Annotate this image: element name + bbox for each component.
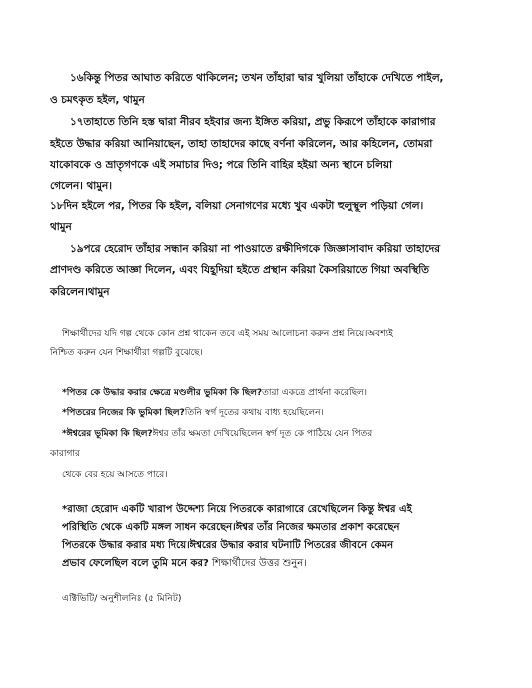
summary-line-4 [62, 556, 307, 573]
story-verse-18-line-2: থামুন [50, 221, 72, 233]
question-peter-role-label: *পিতরের নিজের কি ভুমিকা ছিল? [62, 408, 185, 418]
story-verse-17-line-3: যাকোবকে ও ভ্রাতৃগণকে এই সমাচার দিও; পরে তিনি বাহির হইয়া অন্য স্থানে চলিয়া [50, 159, 393, 171]
question-god-role [62, 426, 372, 441]
question-peter-role-answer: তিনি স্বর্গ দূতের কথায় বাধ্য হয়েছিলেন। [184, 408, 324, 418]
summary-instruction: শিক্ষার্থীদের উত্তর শুনুন। [208, 558, 307, 569]
story-verse-18-line-1: ১৮দিন হইলে পর, পিতর কি হইল, বলিয়া সেনাগণের মধ্যে খুব একটা হুলুস্থূল পড়িয়া গেল। [50, 200, 424, 212]
activity-label: এক্টিভিটি/ অনুশীলনিঃ (৫ মিনিট) [62, 593, 182, 604]
story-verse-17-line-1: ১৭তাহাতে তিনি হস্ত দ্বারা নীরব হইবার জন্য ইঙ্গিত করিয়া, প্রভু কিরূপে তাঁহাকে কারাগার [70, 116, 436, 128]
question-god-role-answer: ঈশ্বর তাঁর ক্ষমতা দেখিয়েছিলেন স্বর্গ দূত কে পাঠিয়ে যেন পিতর [152, 429, 373, 439]
story-verse-19-line-2: প্রাণদণ্ড করিতে আজ্ঞা দিলেন, এবং যিহূদিয়া হইতে প্রস্থান করিয়া কৈসরিয়াতে গিয়া অবস্থিতি [50, 264, 429, 276]
summary-question: প্রভাব ফেলেছিল বলে তুমি মনে কর? [62, 558, 209, 569]
question-god-role-line-3: থেকে বের হয়ে আসতে পারে। [62, 470, 168, 480]
summary-line-1: *রাজা হেরোদ একটি খারাপ উদ্দেশ্য নিয়ে পিতরকে কারাগারে রেখেছিলেন কিন্তু ঈশ্বর এই [62, 504, 412, 515]
question-church-role-label: *পিতর কে উদ্ধার করার ক্ষেত্রে মণ্ডলীর ভুমিকা কি ছিল? [62, 388, 263, 398]
story-verse-16-line-1: ১৬কিন্তু পিতর আঘাত করিতে থাকিলেন; তখন তাঁহারা দ্বার খুলিয়া তাঁহাকে দেখিতে পাইল, [70, 72, 444, 84]
story-verse-17-line-4: গেলেন। থামুন। [50, 180, 112, 192]
summary-line-2: পরিস্থিতি থেকে একটি মঙ্গল সাধন করেছেন।ঈশ্বর তাঁর নিজের ক্ষমতার প্রকাশ করেছেন [62, 522, 400, 533]
instruction-line-2: নিশ্চিত করুন যেন শিক্ষার্থীরা গল্পটি বুঝেছে। [50, 348, 203, 358]
question-peter-role [62, 405, 324, 420]
question-church-role-answer: তারা একত্রে প্রার্থনা করেছিল। [262, 388, 367, 398]
story-verse-16-line-2: ও চমৎকৃত হইল, থামুন [50, 94, 145, 106]
story-verse-17-line-2: হইতে উদ্ধার করিয়া আনিয়াছেন, তাহা তাহাদের কাছে বর্ণনা করিলেন, আর কহিলেন, তোমরা [50, 138, 433, 150]
question-god-role-line-2: কারাগার [50, 449, 80, 459]
question-god-role-label: *ঈশ্বরের ভূমিকা কি ছিল? [62, 429, 153, 439]
instruction-line-1: শিক্ষার্থীদের যদি গল্প থেকে কোন প্রশ্ন থাকেন তবে এই সময় আলোচনা করুন প্রশ্ন নিয়ে।অবশ্যই [62, 329, 393, 339]
summary-line-3: পিতরকে উদ্ধার করার মধ্য দিয়ে।ঈশ্বরের উদ্ধার করার ঘটনাটি পিতরের জীবনে কেমন [62, 540, 394, 551]
story-verse-19-line-3: করিলেন।থামুন [50, 286, 110, 298]
question-church-role [62, 385, 367, 400]
story-verse-19-line-1: ১৯পরে হেরোদ তাঁহার সন্ধান করিয়া না পাওয়াতে রক্ষীদিগকে জিজ্ঞাসাবাদ করিয়া তাহাদের [70, 243, 440, 255]
